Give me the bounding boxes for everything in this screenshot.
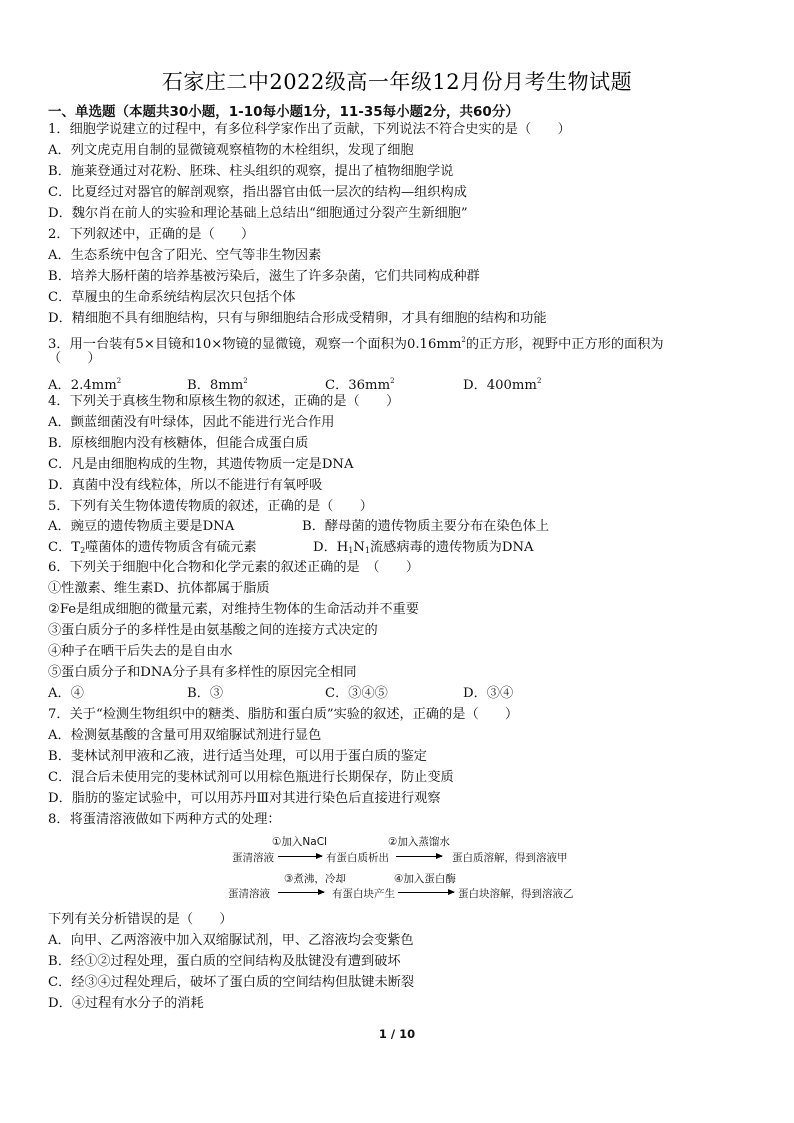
row1-step1-label: ①加入NaCl [272, 836, 327, 848]
question-6-option-c: C．③④⑤ [325, 686, 388, 701]
row1-step2-label: ②加入蒸馏水 [388, 836, 450, 848]
question-7-option-d: D．脂肪的鉴定试验中，可以用苏丹Ⅲ对其进行染色后直接进行观察 [48, 791, 441, 806]
superscript: 2 [461, 336, 466, 344]
option-text: D．400mm [463, 378, 537, 393]
row1-arrow-2 [396, 856, 442, 857]
question-8-option-d: D．④过程有水分子的消耗 [48, 996, 204, 1011]
option-text: A．2.4mm [48, 378, 117, 393]
question-6-stem: 6．下列关于细胞中化合物和化学元素的叙述正确的是 （ ） [48, 560, 420, 575]
option-text: 流感病毒的遗传物质为DNA [370, 540, 534, 555]
superscript: 2 [390, 377, 395, 385]
protein-treatment-diagram [226, 834, 586, 904]
row1-start-label: 蛋清溶液 [232, 852, 274, 864]
question-6-option-b: B．③ [187, 686, 224, 701]
question-6-statement-5: ⑤蛋白质分子和DNA分子具有多样性的原因完全相同 [48, 665, 357, 680]
question-5-option-a: A．豌豆的遗传物质主要是DNA [48, 519, 235, 534]
question-4-option-d: D．真菌中没有线粒体，所以不能进行有氧呼吸 [48, 478, 323, 493]
question-3-stem-bracket: （ ） [48, 351, 101, 366]
question-8-option-a: A．向甲、乙两溶液中加入双缩脲试剂，甲、乙溶液均会变紫色 [48, 933, 414, 948]
question-6-option-a: A．④ [48, 686, 84, 701]
question-8-option-c: C．经③④过程处理后，破坏了蛋白质的空间结构但肽键未断裂 [48, 975, 415, 990]
question-7-stem: 7．关于“检测生物组织中的糖类、脂肪和蛋白质”实验的叙述，正确的是（ ） [48, 707, 519, 722]
question-3-stem [48, 331, 664, 354]
question-2-option-b: B．培养大肠杆菌的培养基被污染后，滋生了许多杂菌，它们共同构成种群 [48, 269, 480, 284]
question-4-option-a: A．颤蓝细菌没有叶绿体，因此不能进行光合作用 [48, 415, 335, 430]
question-1-option-c: C．比夏经过对器官的解剖观察，指出器官由低一层次的结构—组织构成 [48, 185, 467, 200]
question-2-option-c: C．草履虫的生命系统结构层次只包括个体 [48, 290, 296, 305]
subscript: 2 [80, 546, 86, 555]
subscript: 1 [348, 546, 354, 555]
question-1-option-b: B．施莱登通过对花粉、胚珠、柱头组织的观察，提出了植物细胞学说 [48, 164, 454, 179]
question-3-option-d [463, 372, 541, 395]
question-4-option-b: B．原核细胞内没有核糖体，但能合成蛋白质 [48, 436, 309, 451]
question-3-option-b [187, 372, 248, 395]
question-2-option-d: D．精细胞不具有细胞结构，只有与卵细胞结合形成受精卵，才具有细胞的结构和功能 [48, 311, 547, 326]
question-3-stem-part-b: 的正方形，视野中正方形的面积为 [465, 337, 664, 352]
question-8-stem: 8．将蛋清溶液做如下两种方式的处理： [48, 812, 281, 827]
row2-step1-label: ③煮沸，冷却 [284, 873, 346, 885]
row2-arrow-2 [398, 892, 454, 893]
question-1-option-d: D．魏尔肖在前人的实验和理论基础上总结出“细胞通过分裂产生新细胞” [48, 206, 468, 221]
section-heading: 一、单选题（本题共30小题，1-10每小题1分，11-35每小题2分，共60分） [48, 104, 519, 120]
question-2-option-a: A．生态系统中包含了阳光、空气等非生物因素 [48, 248, 322, 263]
question-3-option-a [48, 372, 121, 395]
option-text: C．36mm [325, 378, 391, 393]
question-1-option-a: A．列文虎克用自制的显微镜观察植物的木栓组织，发现了细胞 [48, 143, 414, 158]
question-3-option-c [325, 372, 395, 395]
option-text: B．8mm [187, 378, 244, 393]
question-8-option-b: B．经①②过程处理，蛋白质的空间结构及肽键没有遭到破坏 [48, 954, 401, 969]
row1-mid-label: 有蛋白质析出 [326, 852, 389, 864]
question-6-statement-1: ①性激素、维生素D、抗体都属于脂质 [48, 581, 270, 596]
option-text: N [353, 540, 365, 555]
superscript: 2 [116, 377, 122, 385]
question-6-statement-2: ②Fe是组成细胞的微量元素，对维持生物体的生命活动并不重要 [48, 602, 419, 617]
question-6-option-d: D．③④ [463, 686, 514, 701]
question-5-option-d [313, 539, 534, 560]
row2-start-label: 蛋清溶液 [228, 888, 270, 900]
option-text: D．H [313, 540, 349, 555]
question-5-option-b: B．酵母菌的遗传物质主要分布在染色体上 [302, 519, 550, 534]
question-7-option-b: B．斐林试剂甲液和乙液，进行适当处理，可以用于蛋白质的鉴定 [48, 749, 427, 764]
question-7-option-c: C．混合后未使用完的斐林试剂可以用棕色瓶进行长期保存，防止变质 [48, 770, 454, 785]
question-6-statement-3: ③蛋白质分子的多样性是由氨基酸之间的连接方式决定的 [48, 623, 378, 638]
question-7-option-a: A．检测氨基酸的含量可用双缩脲试剂进行显色 [48, 728, 322, 743]
row2-end-label: 蛋白块溶解，得到溶液乙 [458, 888, 574, 900]
question-6-statement-4: ④种子在晒干后失去的是自由水 [48, 644, 233, 659]
question-1-stem: 1．细胞学说建立的过程中，有多位科学家作出了贡献，下列说法不符合史实的是（ ） [48, 122, 571, 137]
question-4-option-c: C．凡是由细胞构成的生物，其遗传物质一定是DNA [48, 457, 354, 472]
question-8-stem-2: 下列有关分析错误的是（ ） [48, 912, 233, 927]
exam-title: 石家庄二中2022级高一年级12月份月考生物试题 [161, 70, 633, 94]
row2-arrow-1 [278, 892, 324, 893]
row2-step2-label: ④加入蛋白酶 [394, 873, 456, 885]
page-number: 1 / 10 [378, 1027, 416, 1041]
question-3-stem-part-a: 3．用一台装有5×目镜和10×物镜的显微镜，观察一个面积为0.16mm [48, 337, 462, 352]
option-text: 噬菌体的遗传物质含有硫元素 [85, 540, 257, 555]
row1-end-label: 蛋白质溶解，得到溶液甲 [452, 852, 568, 864]
superscript: 2 [536, 377, 542, 385]
row2-mid-label: 有蛋白块产生 [332, 888, 395, 900]
row1-arrow-1 [278, 856, 322, 857]
question-5-option-c [48, 539, 257, 560]
subscript: 1 [364, 546, 370, 555]
option-text: C．T [48, 540, 81, 555]
superscript: 2 [243, 377, 248, 385]
question-4-stem: 4．下列关于真核生物和原核生物的叙述，正确的是（ ） [48, 394, 400, 409]
question-5-stem: 5．下列有关生物体遗传物质的叙述，正确的是（ ） [48, 499, 373, 514]
question-2-stem: 2．下列叙述中，正确的是（ ） [48, 227, 255, 242]
